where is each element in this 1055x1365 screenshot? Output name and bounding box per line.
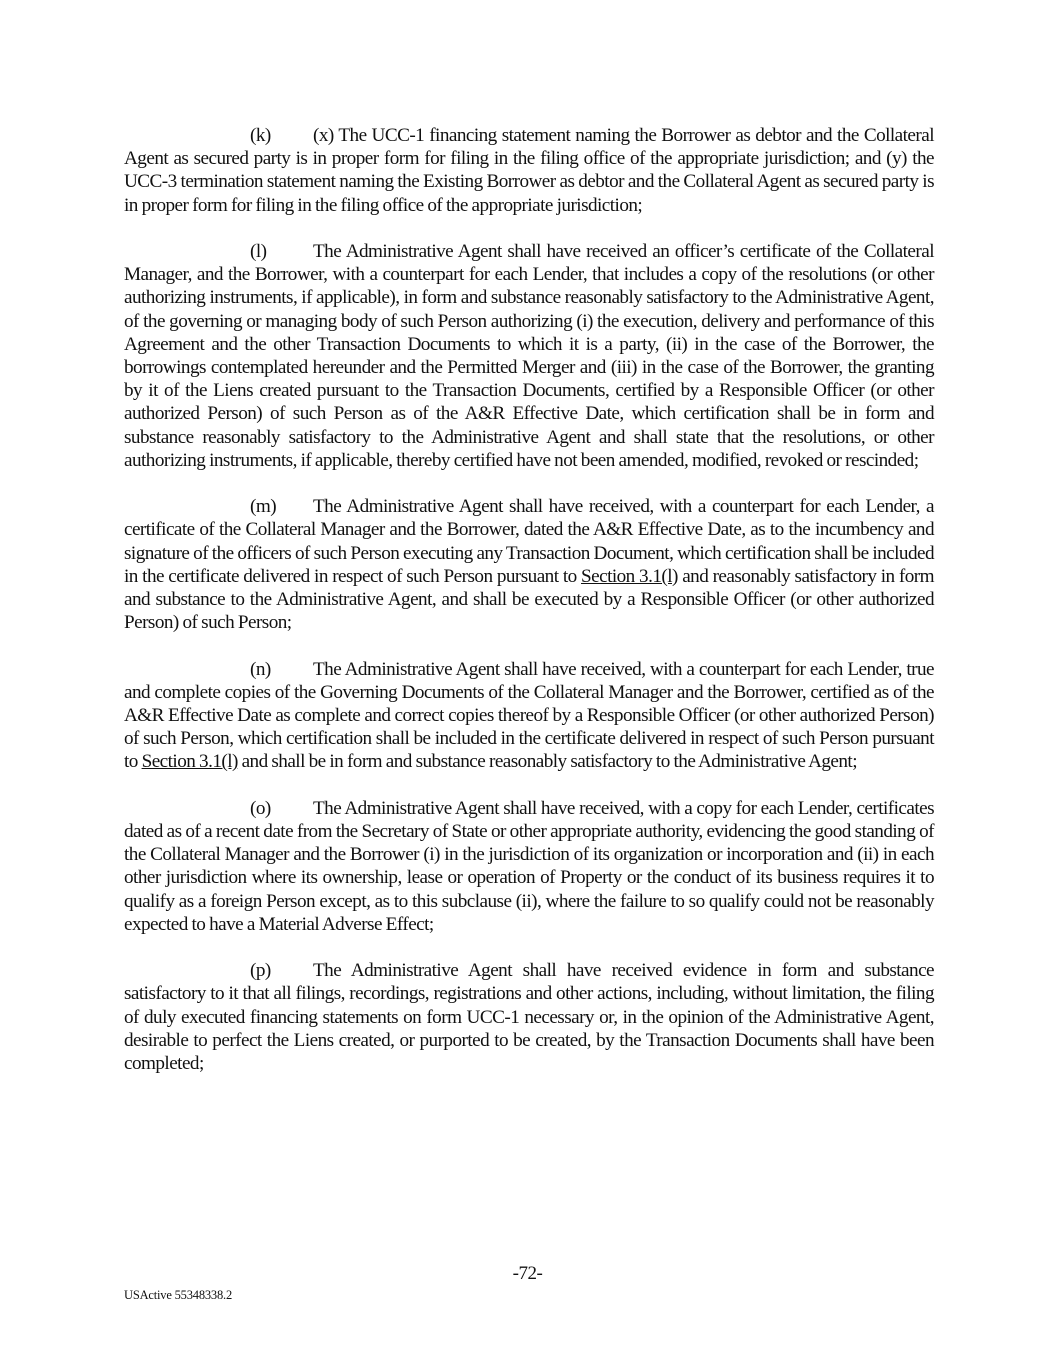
clause-text: The Administrative Agent shall have received, with a counterpart for each Lender, a certificate of the Collateral Manager and the Borrower, dated the A&R Effective Date, as to the incumbency and signature of the officers of such Person executing any Transaction Document, which certification shall be included in the certificate delivered in respect of such Person pursuant to <box>124 496 934 587</box>
clause-k <box>124 124 934 217</box>
clause-marker: (p) <box>250 960 271 982</box>
clause-n <box>124 658 934 774</box>
clause-o <box>124 797 934 936</box>
clause-marker: (o) <box>250 797 271 819</box>
clause-marker: (n) <box>250 658 271 680</box>
section-reference-link[interactable]: Section 3.1(l) <box>141 751 238 773</box>
clause-marker: (k) <box>250 125 271 146</box>
clause-text: (x) The UCC-1 financing statement naming the Borrower as debtor and the Collateral Agent as secured party is in proper form for filing in the filing office of the appropriate jurisdiction; and (y) the UCC-3 termination statement naming the Existing Borrower as debtor and the Collateral Agent as secured party is in proper form for filing in the filing office of the appropriate jurisdiction; <box>124 125 934 216</box>
clause-text: The Administrative Agent shall have received, with a copy for each Lender, certificates dated as of a recent date from the Secretary of State or other appropriate authority, evidencing the good standing of the Collateral Manager and the Borrower (i) in the jurisdiction of its organization or incorporation and (ii) in each other jurisdiction where its ownership, lease or operation of Property or the conduct of its business requires it to qualify as a foreign Person except, as to this subclause (ii), where the failure to so qualify could not be reasonably expected to have a Material Adverse Effect; <box>124 797 934 935</box>
clause-m <box>124 495 934 634</box>
clause-text: The Administrative Agent shall have received, with a counterpart for each Lender, true and complete copies of the Governing Documents of the Collateral Manager and the Borrower, certified as of the A&R Effective Date as complete and correct copies thereof by a Responsible Officer (or other authorized Person) of such Person, which certification shall be included in the certificate delivered in respect of such Person pursuant to <box>124 658 934 773</box>
clause-marker: (l) <box>250 241 267 262</box>
clause-text: The Administrative Agent shall have received an officer’s certificate of the Collateral Manager, and the Borrower, with a counterpart for each Lender, that includes a copy of the resolutions (or other authorizing instruments, if applicable), in form and substance reasonably satisfactory to the Administrative Agent, of the governing or managing body of such Person authorizing (i) the execution, delivery and performance of this Agreement and the other Transaction Documents to which it is a party, (ii) in the case of the Borrower, the borrowings contemplated hereunder and the Permitted Merger and (iii) in the case of the Borrower, the granting by it of the Liens created pursuant to the Transaction Documents, certified by a Responsible Officer (or other authorized Person) of such Person as of the A&R Effective Date, which certification shall be in form and substance reasonably satisfactory to the Administrative Agent and shall state that the resolutions, or other authorizing instruments, if applicable, thereby certified have not been amended, modified, revoked or rescinded; <box>124 241 934 471</box>
clause-text-continued: and shall be in form and substance reasonably satisfactory to the Administrative Agent; <box>237 751 857 773</box>
page-number: -72- <box>512 1263 543 1284</box>
clause-p <box>124 959 934 1075</box>
clause-text-continued: and reasonably satisfactory in form and substance to the Administrative Agent, and shall be executed by a Responsible Officer (or other authorized Person) of such Person; <box>124 565 934 634</box>
document-body <box>124 124 934 1098</box>
document-id: USActive 55348338.2 <box>124 1288 232 1302</box>
clause-marker: (m) <box>250 496 277 518</box>
section-reference-link[interactable]: Section 3.1(l) <box>581 565 678 587</box>
clause-l <box>124 240 934 472</box>
clause-text: The Administrative Agent shall have received evidence in form and substance satisfactory to it that all filings, recordings, registrations and other actions, including, without limitation, the filing of duly executed financing statements on form UCC-1 necessary or, in the opinion of the Administrative Agent, desirable to perfect the Liens created, or purported to be created, by the Transaction Documents shall have been completed; <box>124 960 934 1075</box>
